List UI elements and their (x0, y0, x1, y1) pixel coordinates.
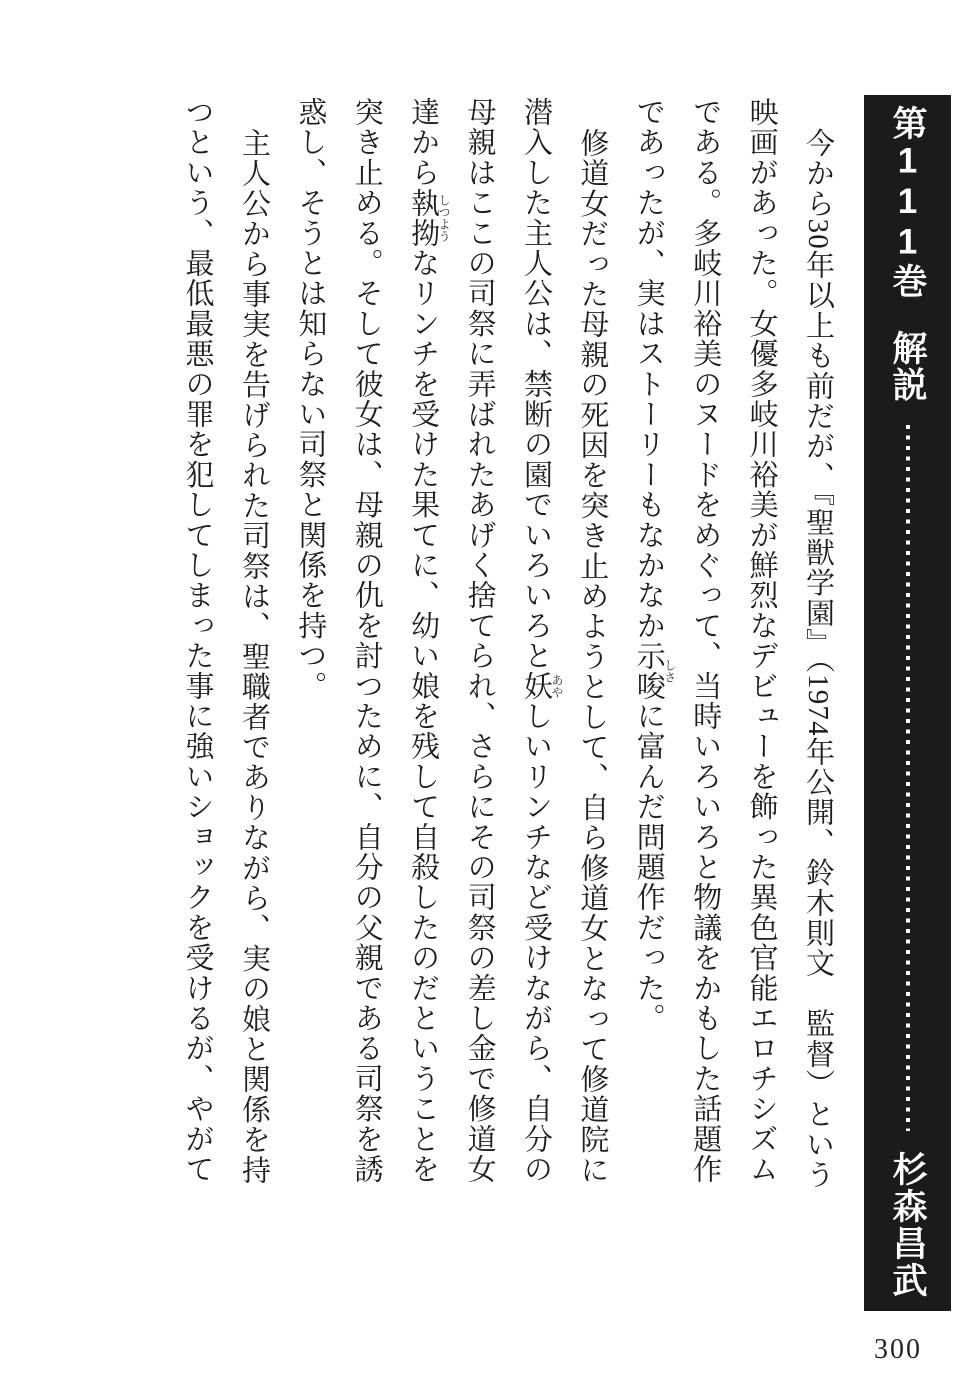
volume-title-bar (864, 95, 951, 1311)
chapter-title (890, 105, 925, 403)
section-heading: 解説 (888, 329, 927, 403)
text-run: 達から (407, 97, 440, 188)
text-run: つという、最低最悪の罪を犯してしまった事に強いショックを受けるが、やがて (181, 97, 214, 1185)
text-column (790, 97, 846, 1321)
page-number: 300 (874, 1334, 922, 1365)
text-column (677, 97, 733, 1321)
text-column (564, 97, 620, 1321)
text-run: 母親はここの司祭に弄ばれたあげく捨てられ、さらにその司祭の差し金で修道女 (463, 97, 496, 1185)
text-column (508, 97, 564, 1321)
text-run: しいリンチなど受けながら、自分の (519, 701, 552, 1185)
dotted-leader (906, 425, 910, 1132)
text-run: 修道女だった母親の死因を突き止めようとして、自ら修道女となって修道院に (576, 128, 609, 1185)
text-run: 突き止める。そして彼女は、母親の仇を討つために、自分の父親である司祭を誘 (350, 97, 383, 1185)
text-column (338, 97, 394, 1321)
text-column (169, 97, 225, 1321)
commentary-body (168, 97, 846, 1321)
text-column (451, 97, 507, 1321)
furigana-reading: しつよう (437, 187, 452, 249)
text-run: に富んだ問題作だった。 (632, 701, 665, 1034)
furigana-term (407, 187, 452, 249)
furigana-reading: あや (549, 670, 564, 701)
text-column (733, 97, 789, 1321)
text-run: である。多岐川裕美のヌードをめぐって、当時いろいろと物議をかもした話題作 (689, 97, 722, 1185)
text-column (395, 97, 451, 1321)
text-run: 映画があった。女優多岐川裕美が鮮烈なデビューを飾った異色官能エロチシズム (745, 97, 778, 1185)
text-run: 潜入した主人公は、禁断の園でいろいろと (519, 97, 552, 671)
text-run: 示唆 (632, 640, 665, 702)
furigana-term (519, 670, 564, 702)
text-run: 妖 (519, 670, 552, 702)
text-run: 惑し、そうとは知らない司祭と関係を持つ。 (294, 97, 327, 701)
furigana-reading: しさ (662, 640, 677, 702)
text-column (282, 97, 338, 1321)
text-run: 主人公から事実を告げられた司祭は、聖職者でありながら、実の娘と関係を持 (237, 128, 270, 1185)
text-run: 今から30年以上も前だが、『聖獣学園』（1974年公開、鈴木則文 監督）という (802, 128, 834, 1190)
text-run: であったが、実はストーリーもなかなか (632, 97, 665, 641)
furigana-term (632, 640, 677, 702)
text-column (226, 97, 282, 1321)
text-run: 執拗 (407, 187, 440, 249)
author-name: 杉森昌武 (888, 1151, 927, 1299)
text-column (620, 97, 676, 1321)
text-run: なリンチを受けた果てに、幼い娘を残して自殺したのだということを (407, 248, 440, 1185)
volume-label: 第111巻 (888, 105, 927, 300)
